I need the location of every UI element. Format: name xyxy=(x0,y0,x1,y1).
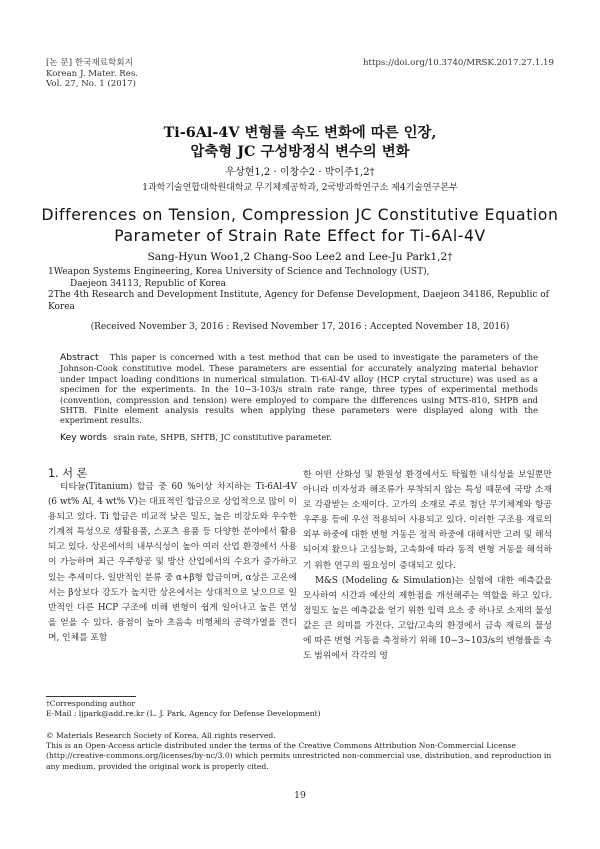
authors-english: Sang-Hyun Woo1,2 Chang-Soo Lee2 and Lee-Ju Park1,2† xyxy=(147,251,453,263)
affiliation-english-line3: 2The 4th Research and Development Institute, Agency for Defense Development, Daejeon 34186, Republic of Korea xyxy=(48,290,549,313)
doi-link[interactable]: https://doi.org/10.3740/MRSK.2017.27.1.19 xyxy=(362,58,554,68)
body-column-right xyxy=(303,468,552,664)
keywords-text: srain rate, SHPB, SHTB, JC constitutive parameter. xyxy=(113,432,332,442)
intro-paragraph: 한 어떤 산화성 및 환원성 환경에서도 탁월한 내식성을 보일뿐만 아니라 비자성과 해조류가 부착되지 않는 특성 때문에 국방 소재로 각광받는 소재이다. 고가의 소재로 주로 첨단 무기체계와 항공 우주용 등에 우선 적용되어 사용되고 있다. 이러한 구조용 재료의 외부 하중에 대한 변형 거동은 정적 하중에 대해서만 고려 및 해석되어져 왔으나 고심능화, 고속화에 따라 동적 변형 거동을 해석하기 위한 연구의 필요성이 증대되고 있다. xyxy=(303,470,552,571)
copyright-notice: © Materials Research Society of Korea, All rights reserved. xyxy=(46,731,276,740)
affiliation-korean: 1과학기술연합대학원대학교 무기체계공학과, 2국방과학연구소 제4기술연구본부 xyxy=(142,183,458,193)
corresponding-author-note: †Corresponding author xyxy=(46,699,136,708)
affiliation-english xyxy=(48,267,558,314)
title-korean-line1: Ti-6Al-4V 변형률 속도 변화에 따른 인장, xyxy=(163,124,437,141)
section-heading-introduction: 1. 서 론 xyxy=(48,467,88,480)
abstract xyxy=(60,352,538,426)
license-notice: This is an Open-Access article distributed under the terms of the Creative Commons Attribution Non-Commercial License (http://creative-commons.org/licenses/by-nc/3.0) which permits unrestricted non-commercial use, distribution, and reproduction in any medium, provided the original work is properly cited. xyxy=(46,741,552,771)
author-email[interactable]: E-Mail : ljpark@add.re.kr (L. J. Park, Agency for Defense Development) xyxy=(46,709,321,719)
footnote-correspondence xyxy=(46,699,558,719)
affiliation-english-line1: 1Weapon Systems Engineering, Korea University of Science and Technology (UST), xyxy=(48,267,430,277)
keywords-label: Key words xyxy=(60,432,107,443)
authors-korean: 우상현1,2 · 이창수2 · 박이주1,2† xyxy=(225,167,375,178)
affiliation-english-line2: Daejeon 34113, Republic of Korea xyxy=(70,278,227,289)
received-dates: (Received November 3, 2016 : Revised November 17, 2016 : Accepted November 18, 2016) xyxy=(90,322,510,332)
body-column-left xyxy=(48,480,297,646)
title-english-line2: Parameter of Strain Rate Effect for Ti-6Al-4V xyxy=(114,227,486,245)
abstract-label: Abstract xyxy=(60,352,99,363)
title-korean-line2: 압축형 JC 구성방정식 변수의 변화 xyxy=(190,143,410,160)
footnote-divider xyxy=(46,696,136,697)
journal-name-kr: [논 문] 한국재료학회지 xyxy=(46,58,133,68)
footnote-license xyxy=(46,731,558,772)
journal-header xyxy=(46,58,138,90)
intro-paragraph: M&S (Modeling & Simulation)는 실험에 대한 예측값을 모사하여 시간과 예산의 제한점을 개선해주는 역할을 하고 있다. 정밀도 높은 예측값을 얻기 위한 입력 요소 중 하나로 소재의 물성값은 큰 의미를 가진다. 고압/고속의 환경에서 금속 재료의 물성에 따른 변형 거동을 측정하기 위해 10−3~103/s의 변형률을 속도 범위에서 각각의 영 xyxy=(303,575,552,662)
title-korean xyxy=(40,123,560,161)
title-english xyxy=(40,205,560,247)
abstract-text: This paper is concerned with a test method that can be used to investigate the parameters of the Johnson-Cook constitutive model. These parameters are essential for accurately analyzing material behavior under impact loading conditions in numerical simulation. Ti-6Al-4V alloy (HCP crytal structure) was used as a specimen for the experiments. In the 10−3-103/s strain rate range, three types of experimental methods (convention, compression and tension) were employed to compare the differences using MTS-810, SHPB and SHTB. Finite element analysis results when applying these parameters were displayed along with the experiment results. xyxy=(60,352,538,426)
page-number: 19 xyxy=(294,790,306,801)
journal-volume: Vol. 27, No. 1 (2017) xyxy=(46,79,136,89)
intro-paragraph: 티타늄(Titanium) 합금 중 60 %이상 차지하는 Ti-6Al-4V (6 wt% Al, 4 wt% V)는 대표적인 합금으로 상업적으로 많이 이용되고 있다. Ti 합금은 비교적 낮은 밀도, 높은 비강도와 우수한 기계적 특성으로 생활용품, 스포츠 용품 등 다양한 분야에서 활용되고 있다. 상온에서의 내부식성이 높아 여러 산업 환경에서 사용이 가능하며 최근 우주항공 및 방산 산업에서의 수요가 증가하고 있는 추세이다. 일반적인 분류 중 α+β형 합금이며, α상은 고온에서는 β상보다 강도가 높지만 상온에서는 상대적으로 낮으므로 일반적인 다른 HCP 구조에 비해 변형이 쉽게 일어나고 높은 연성을 얻을 수 있다. 융점이 높아 초음속 비행체의 공력가열을 견디며, 인체를 포함 xyxy=(48,482,297,643)
title-english-line1: Differences on Tension, Compression JC Constitutive Equation xyxy=(41,206,559,224)
journal-name-en: Korean J. Mater. Res. xyxy=(46,68,138,79)
keywords xyxy=(60,432,332,443)
